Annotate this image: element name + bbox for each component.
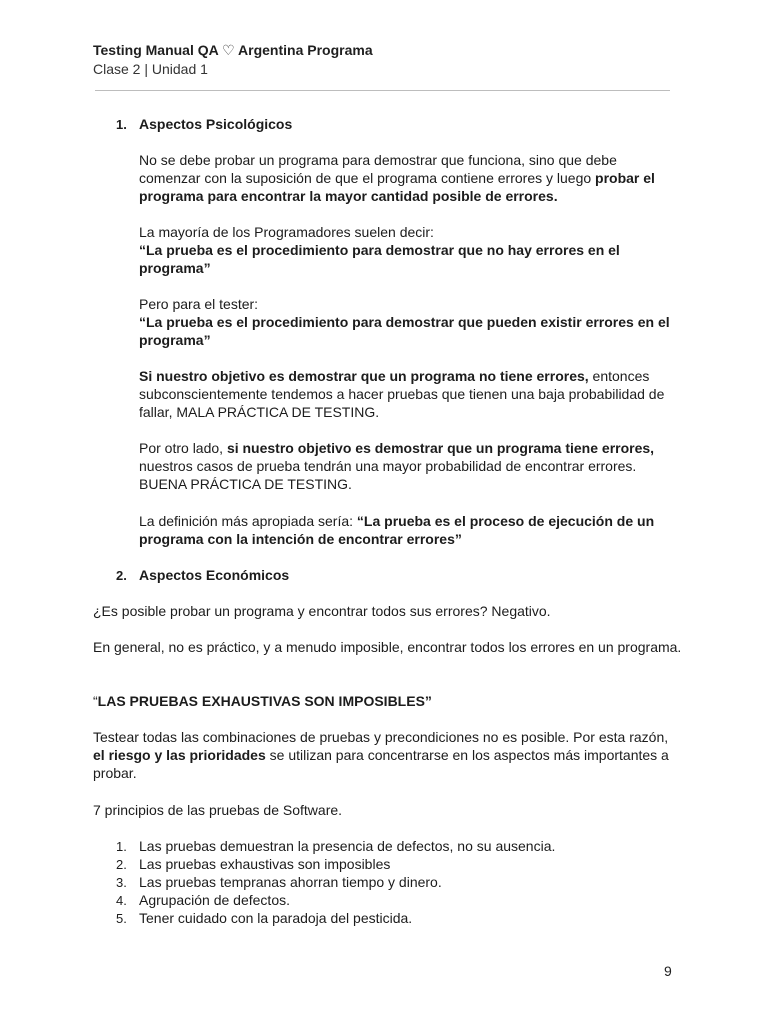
list-item: Las pruebas demuestran la presencia de defectos, no su ausencia.: [139, 838, 556, 854]
page-number: 9: [664, 963, 672, 979]
paragraph-emphasis: si nuestro objetivo es demostrar que un programa tiene errores,: [226, 440, 655, 456]
list-item-number: 5.: [116, 911, 127, 926]
paragraph-text: La mayoría de los Programadores suelen decir:: [139, 224, 434, 240]
list-item-number: 2.: [116, 857, 127, 872]
paragraph-emphasis: el riesgo y las prioridades: [93, 747, 266, 763]
quote-mark: “: [93, 693, 98, 709]
list-item: Agrupación de defectos.: [139, 892, 290, 908]
paragraph-programmers-quote: [139, 223, 679, 277]
list-item: Las pruebas tempranas ahorran tiempo y dinero.: [139, 874, 442, 890]
section-1-number: 1.: [116, 117, 127, 132]
paragraph-emphasis: Si nuestro objetivo es demostrar que un programa no tiene errores,: [139, 368, 589, 384]
list-item: Las pruebas exhaustivas son imposibles: [139, 856, 391, 872]
paragraph-text: No se debe probar un programa para demostrar que funciona, sino que debe comenzar con la suposición de que el programa contiene errores y luego: [139, 152, 617, 186]
paragraph-question: ¿Es posible probar un programa y encontrar todos sus errores? Negativo.: [93, 603, 551, 619]
section-1-title: Aspectos Psicológicos: [139, 116, 293, 132]
paragraph-emphasis: “La prueba es el proceso de ejecución de un programa con la intención de encontrar errores”: [139, 513, 655, 547]
paragraph-text: La definición más apropiada sería:: [139, 513, 357, 529]
paragraph-emphasis: LAS PRUEBAS EXHAUSTIVAS SON IMPOSIBLES”: [97, 693, 432, 709]
paragraph-bad-practice: [139, 367, 679, 421]
paragraph-definition: [139, 512, 679, 548]
paragraph-text: Por otro lado,: [139, 440, 227, 456]
paragraph-tester-quote: [139, 295, 679, 349]
paragraph-text: Pero para el tester:: [139, 296, 259, 312]
section-2-number: 2.: [116, 568, 127, 583]
paragraph-good-practice: [139, 439, 679, 493]
list-item: Tener cuidado con la paradoja del pesticida.: [139, 910, 413, 926]
paragraph-text: Testear todas las combinaciones de pruebas y precondiciones no es posible. Por esta razón,: [93, 729, 669, 745]
document-header-subtitle: Clase 2 | Unidad 1: [93, 61, 208, 77]
list-item-number: 3.: [116, 875, 127, 890]
section-2-title: Aspectos Económicos: [139, 567, 290, 583]
list-item-number: 4.: [116, 893, 127, 908]
paragraph-text: nuestros casos de prueba tendrán una mayor probabilidad de encontrar errores. BUENA PRÁCTICA DE TESTING.: [139, 458, 637, 492]
paragraph-text: entonces subconscientemente tendemos a hacer pruebas que tienen una baja probabilidad de fallar, MALA PRÁCTICA DE TESTING.: [139, 368, 665, 420]
paragraph-text: se utilizan para concentrarse en los aspectos más importantes a probar.: [93, 747, 669, 781]
document-header-title: Testing Manual QA ♡ Argentina Programa: [93, 42, 373, 58]
quote-tester: “La prueba es el procedimiento para demostrar que pueden existir errores en el programa”: [139, 314, 670, 348]
paragraph-emphasis: probar el programa para encontrar la mayor cantidad posible de errores.: [139, 170, 655, 204]
paragraph-impractical: En general, no es práctico, y a menudo imposible, encontrar todos los errores en un programa.: [93, 639, 682, 655]
paragraph-principles-intro: 7 principios de las pruebas de Software.: [93, 802, 343, 818]
quote-programmers: “La prueba es el procedimiento para demostrar que no hay errores en el programa”: [139, 242, 620, 276]
paragraph-testing-purpose: [139, 151, 679, 205]
paragraph-risk-priorities: [93, 728, 683, 782]
paragraph-exhaustive-title: [93, 692, 683, 710]
list-item-number: 1.: [116, 839, 127, 854]
header-divider: [95, 90, 670, 91]
